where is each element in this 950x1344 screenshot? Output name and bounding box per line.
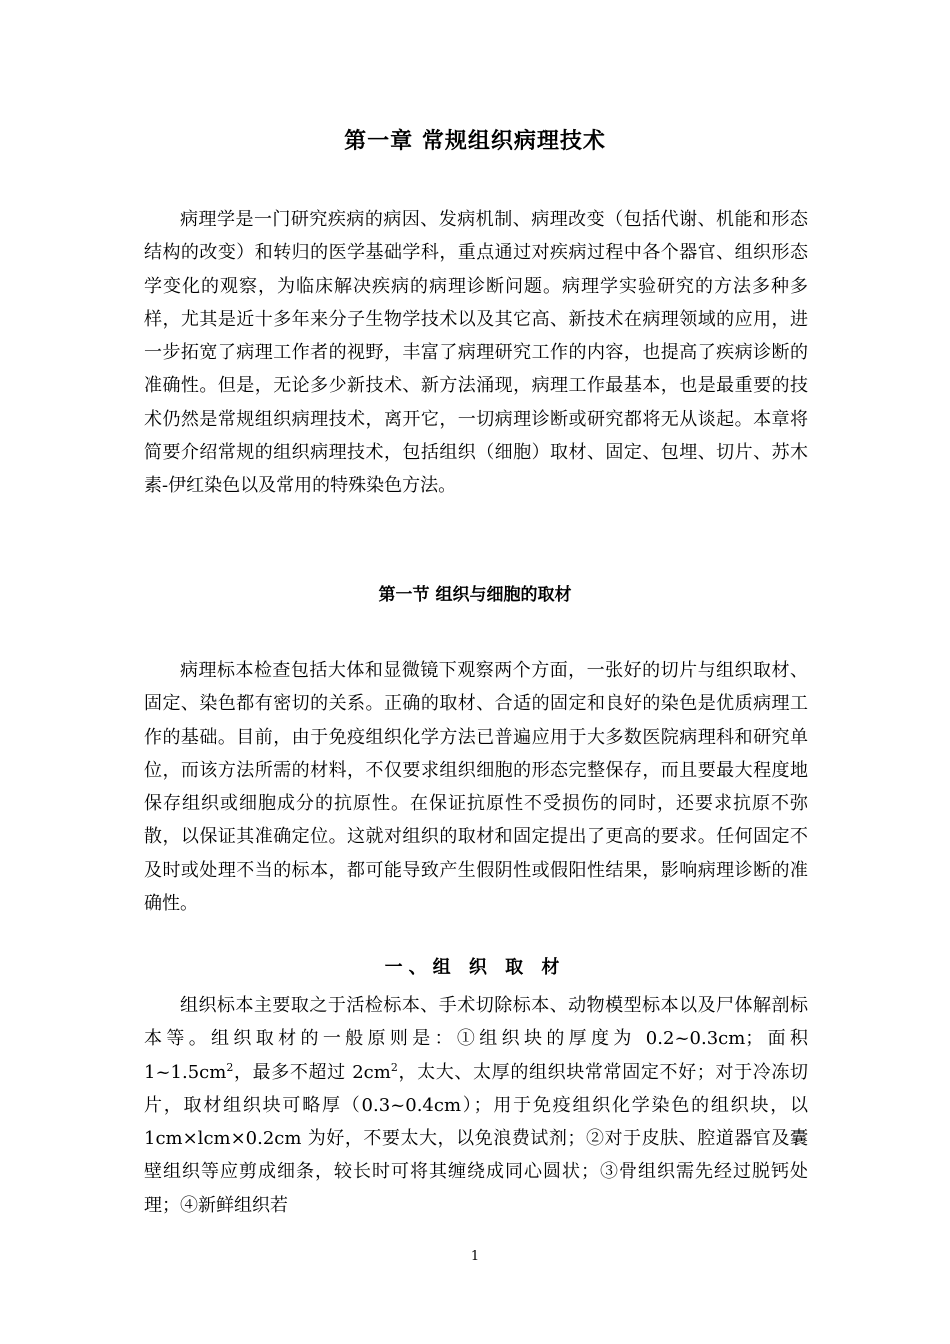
section-title: 第一节 组织与细胞的取材: [378, 585, 572, 605]
subsection-text-part1: 组织标本主要取之于活检标本、手术切除标本、动物模型标本以及尸体解剖标本等。组织取材的一般原则是：①组织块的厚度为 0.2~0.3cm；面积 1~1.5cm: [144, 995, 808, 1083]
chapter-title: 第一章 常规组织病理技术: [344, 129, 606, 154]
superscript-squared: 2: [226, 1060, 234, 1074]
subsection-paragraph: [144, 989, 808, 1222]
superscript-squared: 2: [390, 1060, 398, 1074]
intro-paragraph: 病理学是一门研究疾病的病因、发病机制、病理改变（包括代谢、机能和形态结构的改变）和转归的医学基础学科，重点通过对疾病过程中各个器官、组织形态学变化的观察，为临床解决疾病的病理诊断问题。病理学实验研究的方法多种多样，尤其是近十多年来分子生物学技术以及其它高、新技术在病理领域的应用，进一步拓宽了病理工作者的视野，丰富了病理研究工作的内容，也提高了疾病诊断的准确性。但是，无论多少新技术、新方法涌现，病理工作最基本，也是最重要的技术仍然是常规组织病理技术，离开它，一切病理诊断或研究都将无从谈起。本章将简要介绍常规的组织病理技术，包括组织（细胞）取材、固定、包埋、切片、苏木素-伊红染色以及常用的特殊染色方法。: [144, 209, 808, 497]
page-number: 1: [470, 1249, 480, 1264]
section-paragraph: 病理标本检查包括大体和显微镜下观察两个方面，一张好的切片与组织取材、固定、染色都有密切的关系。正确的取材、合适的固定和良好的染色是优质病理工作的基础。目前，由于免疫组织化学方法已普遍应用于大多数医院病理科和研究单位，而该方法所需的材料，不仅要求组织细胞的形态完整保存，而且要最大程度地保存组织或细胞成分的抗原性。在保证抗原性不受损伤的同时，还要求抗原不弥散，以保证其准确定位。这就对组织的取材和固定提出了更高的要求。任何固定不及时或处理不当的标本，都可能导致产生假阴性或假阳性结果，影响病理诊断的准确性。: [144, 660, 808, 915]
subsection-title: 一、组 织 取 材: [384, 957, 566, 978]
subsection-text-part2: ，最多不超过 2cm: [233, 1061, 391, 1083]
subsection-text-part3: ，太大、太厚的组织块常常固定不好；对于冷冻切片，取材组织块可略厚（0.3~0.4cm）；用于免疫组织化学染色的组织块，以 1cm×lcm×0.2cm 为好，不要太大，以免浪费试剂；②对于皮肤、腔道器官及囊壁组织等应剪成细条，较长时可将其缠绕成同心圆状；③骨组织需先经过脱钙处理；④新鲜组织若: [144, 1061, 809, 1216]
